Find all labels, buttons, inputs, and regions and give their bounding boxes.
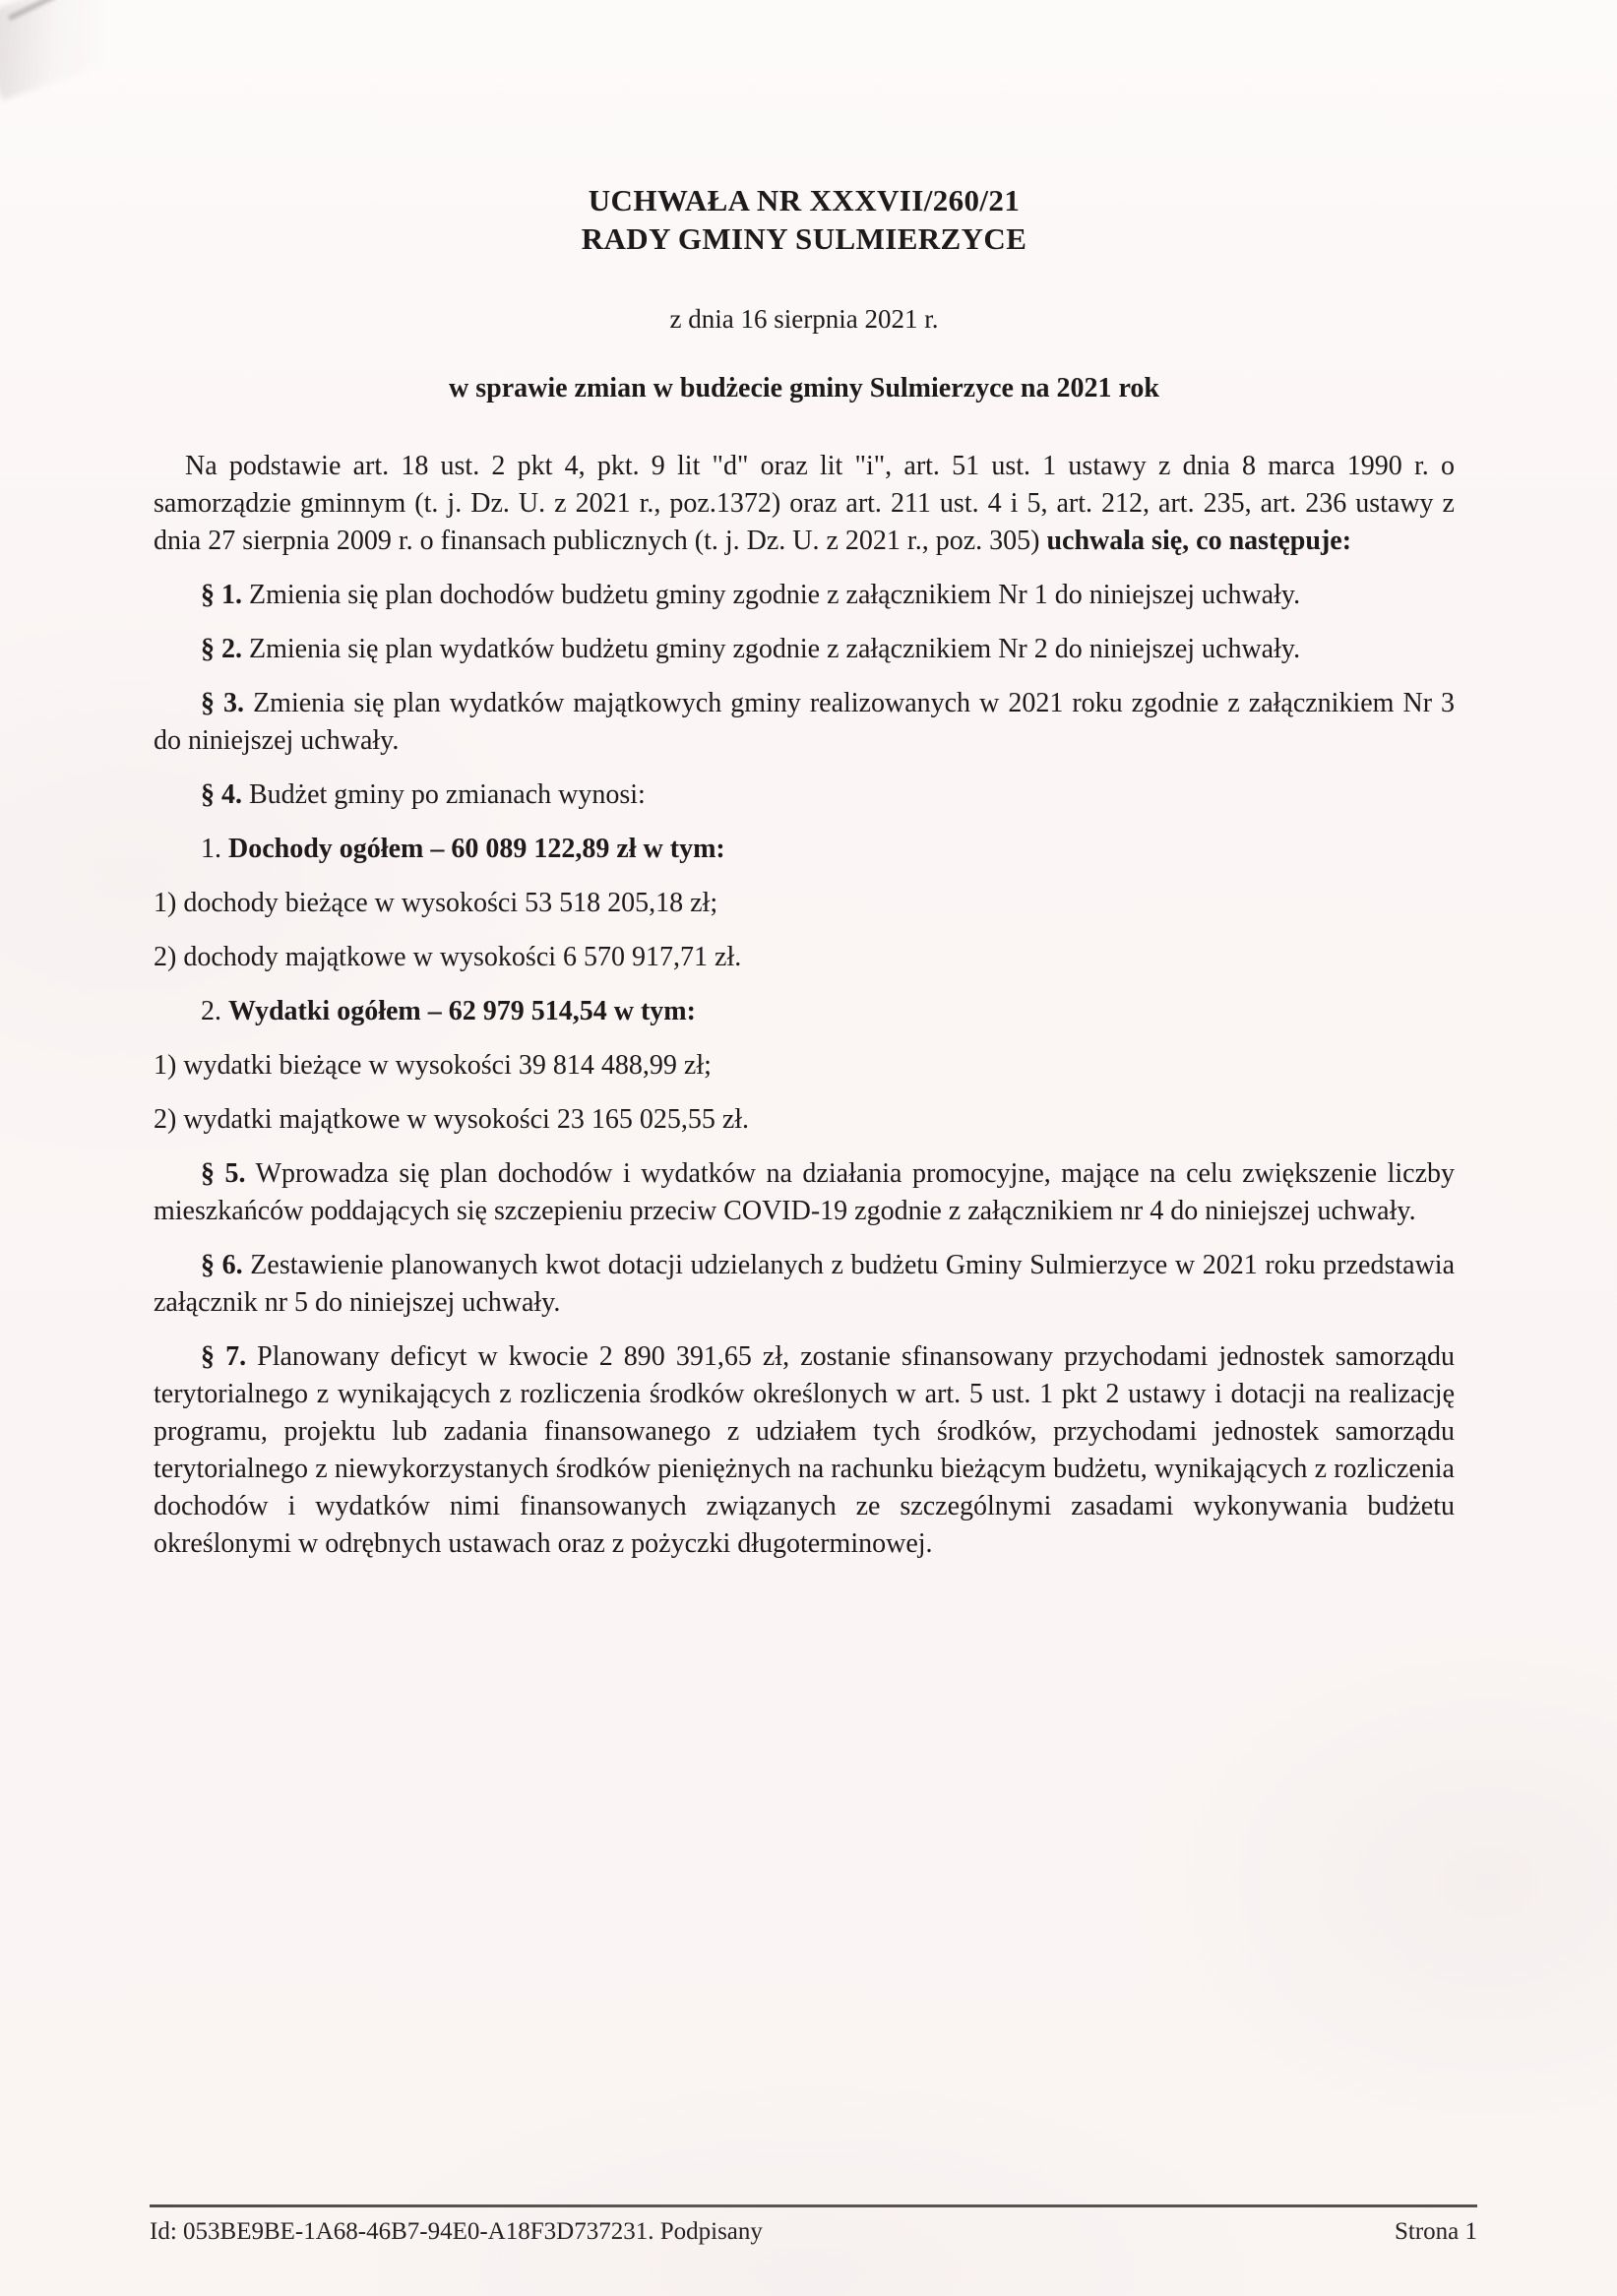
resolution-body — [154, 448, 1455, 1563]
enactment-clause: uchwala się, co następuje: — [1046, 526, 1352, 556]
resolution-number: UCHWAŁA NR XXXVII/260/21 — [588, 183, 1021, 217]
resolution-date: z dnia 16 sierpnia 2021 r. — [669, 304, 939, 334]
resolution-subject: w sprawie zmian w budżecie gminy Sulmierzyce na 2021 rok — [449, 373, 1159, 403]
page-footer — [150, 2215, 1477, 2249]
section-paragraph-5 — [154, 1155, 1455, 1230]
expense-item-1: 1) wydatki bieżące w wysokości 39 814 488,99 zł; — [154, 1050, 712, 1081]
expense-heading: Wydatki ogółem – 62 979 514,54 w tym: — [228, 996, 696, 1026]
section-text: Zmienia się plan dochodów budżetu gminy zgodnie z załącznikiem Nr 1 do niniejszej uchwały. — [249, 580, 1301, 610]
issuing-authority: RADY GMINY SULMIERZYCE — [581, 221, 1027, 256]
section-text: Wprowadza się plan dochodów i wydatków na działania promocyjne, mające na celu zwiększenie liczby mieszkańców poddających się szczepieniu przeciw COVID-19 zgodnie z załącznikiem nr 4 do niniejszej uchwały. — [154, 1158, 1456, 1226]
section-text: Zmienia się plan wydatków budżetu gminy zgodnie z załącznikiem Nr 2 do niniejszej uchwały. — [249, 634, 1301, 664]
legal-basis-text: Na podstawie art. 18 ust. 2 pkt 4, pkt. 9 lit "d" oraz lit "i", art. 51 ust. 1 ustawy z dnia 8 marca 1990 r. o samorządzie gminnym (t. j. Dz. U. z 2021 r., poz.1372) oraz art. 211 ust. 4 i 5, art. 212, art. 235, art. 236 ustawy z dnia 27 sierpnia 2009 r. o finansach publicznych (t. j. Dz. U. z 2021 r., poz. 305) — [154, 451, 1455, 556]
scan-smudge-top-left — [0, 0, 159, 100]
section-text: Planowany deficyt w kwocie 2 890 391,65 zł, zostanie sfinansowany przychodami jednostek samorządu terytorialnego z wynikających z rozliczenia środków określonych w art. 5 ust. 1 pkt 2 ustawy i dotacji na realizację programu, projektu lub zadania finansowanego z udziałem tych środków, przychodami jednostek samorządu terytorialnego z niewykorzystanych środków pieniężnych na rachunku bieżącym budżetu, wynikających z rozliczenia dochodów i wydatków nimi finansowanych związanych ze szczególnymi zasadami wykonywania budżetu określonymi w odrębnych ustawach oraz z pożyczki długoterminowej. — [154, 1341, 1456, 1559]
expense-total-line — [154, 993, 1455, 1030]
resolution-title — [154, 181, 1455, 258]
income-number: 1. — [201, 834, 221, 864]
expense-number: 2. — [201, 996, 221, 1026]
scan-streak-top-left — [7, 0, 57, 22]
document-id: Id: 053BE9BE-1A68-46B7-94E0-A18F3D737231. Podpisany — [150, 2218, 763, 2245]
section-paragraph-7 — [154, 1338, 1455, 1563]
document-content — [154, 181, 1455, 1580]
income-item-1: 1) dochody bieżące w wysokości 53 518 205,18 zł; — [154, 888, 718, 918]
section-marker: § 6. — [201, 1250, 243, 1280]
section-text: Zestawienie planowanych kwot dotacji udzielanych z budżetu Gminy Sulmierzyce w 2021 roku przedstawia załącznik nr 5 do niniejszej uchwały. — [154, 1250, 1456, 1318]
footer-divider — [150, 2204, 1477, 2207]
section-marker: § 3. — [201, 688, 245, 718]
section-paragraph-1 — [154, 577, 1455, 614]
section-marker: § 5. — [201, 1158, 246, 1189]
section-text: Budżet gminy po zmianach wynosi: — [249, 779, 646, 810]
income-total-line — [154, 831, 1455, 868]
section-paragraph-4 — [154, 776, 1455, 814]
income-item-2: 2) dochody majątkowe w wysokości 6 570 917,71 zł. — [154, 942, 742, 972]
legal-basis-paragraph — [154, 448, 1455, 560]
section-paragraph-3 — [154, 685, 1455, 760]
section-text: Zmienia się plan wydatków majątkowych gminy realizowanych w 2021 roku zgodnie z załącznikiem Nr 3 do niniejszej uchwały. — [154, 688, 1456, 756]
section-paragraph-6 — [154, 1247, 1455, 1322]
section-marker: § 7. — [201, 1341, 247, 1372]
section-marker: § 1. — [201, 580, 242, 610]
expense-item-2: 2) wydatki majątkowe w wysokości 23 165 025,55 zł. — [154, 1104, 750, 1135]
section-paragraph-2 — [154, 631, 1455, 668]
income-heading: Dochody ogółem – 60 089 122,89 zł w tym: — [228, 834, 725, 864]
page-number: Strona 1 — [1394, 2218, 1477, 2245]
section-marker: § 2. — [201, 634, 242, 664]
section-marker: § 4. — [201, 779, 242, 810]
